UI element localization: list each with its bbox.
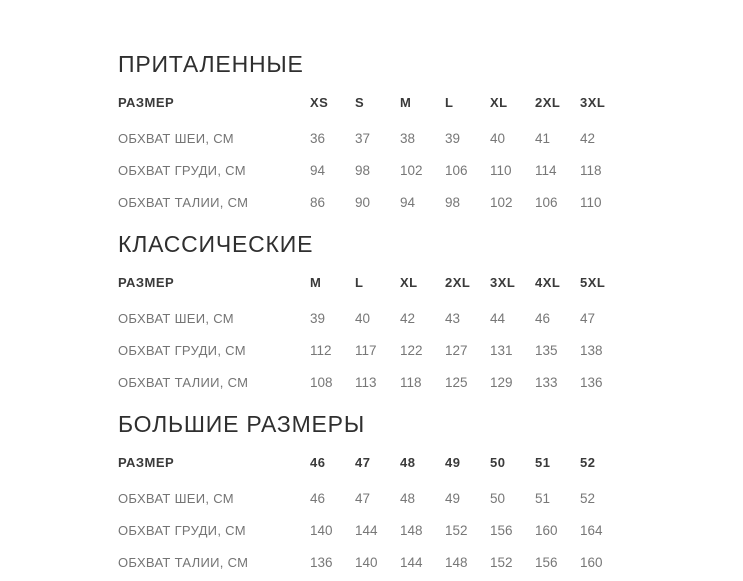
size-column-header: 49 <box>445 454 461 470</box>
measurement-row <box>118 366 625 398</box>
measurement-value: 110 <box>490 162 512 178</box>
size-table <box>118 442 625 578</box>
size-column-header: M <box>400 94 412 110</box>
measurement-value: 94 <box>310 162 326 178</box>
size-header-label: РАЗМЕР <box>118 274 175 290</box>
size-column-header: 46 <box>310 454 326 470</box>
measurement-value: 106 <box>535 194 558 210</box>
measurement-row <box>118 302 625 334</box>
measurement-value: 144 <box>400 554 423 570</box>
size-column-header: 48 <box>400 454 416 470</box>
measurement-value: 140 <box>355 554 378 570</box>
measurement-value: 37 <box>355 130 371 146</box>
measurement-value: 46 <box>310 490 326 506</box>
measurement-value: 94 <box>400 194 416 210</box>
size-column-header: L <box>355 274 364 290</box>
measurement-value: 140 <box>310 522 333 538</box>
size-column-header: 3XL <box>490 274 516 290</box>
measurement-value: 86 <box>310 194 326 210</box>
measurement-value: 127 <box>445 342 468 358</box>
measurement-value: 108 <box>310 374 333 390</box>
measurement-value: 156 <box>535 554 558 570</box>
size-table <box>118 82 625 218</box>
measurement-label: ОБХВАТ ШЕИ, СМ <box>118 490 234 506</box>
measurement-value: 42 <box>580 130 596 146</box>
measurement-value: 98 <box>445 194 461 210</box>
size-column-header: 5XL <box>580 274 606 290</box>
size-column-header: 50 <box>490 454 506 470</box>
measurement-value: 102 <box>400 162 423 178</box>
measurement-value: 90 <box>355 194 371 210</box>
size-column-header: 3XL <box>580 94 606 110</box>
measurement-label: ОБХВАТ ШЕИ, СМ <box>118 130 234 146</box>
measurement-value: 117 <box>355 342 377 358</box>
measurement-value: 129 <box>490 374 513 390</box>
measurement-value: 42 <box>400 310 416 326</box>
size-column-header: S <box>355 94 365 110</box>
size-column-header: XL <box>400 274 418 290</box>
measurement-value: 49 <box>445 490 461 506</box>
measurement-value: 114 <box>535 162 557 178</box>
measurement-value: 52 <box>580 490 596 506</box>
measurement-label: ОБХВАТ ШЕИ, СМ <box>118 310 234 326</box>
measurement-value: 40 <box>490 130 506 146</box>
measurement-value: 156 <box>490 522 513 538</box>
measurement-value: 39 <box>310 310 326 326</box>
section-title: БОЛЬШИЕ РАЗМЕРЫ <box>118 411 365 437</box>
size-column-header: 47 <box>355 454 371 470</box>
size-header-row <box>118 82 625 122</box>
measurement-value: 36 <box>310 130 326 146</box>
measurement-row <box>118 154 625 186</box>
size-column-header: 51 <box>535 454 551 470</box>
measurement-label: ОБХВАТ ТАЛИИ, СМ <box>118 554 249 570</box>
measurement-value: 160 <box>580 554 603 570</box>
measurement-value: 41 <box>535 130 551 146</box>
measurement-row <box>118 482 625 514</box>
measurement-value: 160 <box>535 522 558 538</box>
size-column-header: M <box>310 274 322 290</box>
measurement-value: 133 <box>535 374 558 390</box>
measurement-label: ОБХВАТ ТАЛИИ, СМ <box>118 194 249 210</box>
size-column-header: 52 <box>580 454 596 470</box>
size-header-label: РАЗМЕР <box>118 94 175 110</box>
measurement-value: 118 <box>580 162 602 178</box>
measurement-value: 47 <box>580 310 596 326</box>
measurement-value: 136 <box>310 554 333 570</box>
measurement-value: 135 <box>535 342 558 358</box>
section-title: КЛАССИЧЕСКИЕ <box>118 231 314 257</box>
size-table <box>118 262 625 398</box>
size-table-section <box>118 50 743 218</box>
measurement-value: 122 <box>400 342 423 358</box>
measurement-value: 113 <box>355 374 377 390</box>
size-column-header: 2XL <box>535 94 561 110</box>
measurement-value: 144 <box>355 522 378 538</box>
measurement-value: 152 <box>445 522 468 538</box>
measurement-value: 148 <box>400 522 423 538</box>
measurement-value: 110 <box>580 194 602 210</box>
size-column-header: 4XL <box>535 274 561 290</box>
measurement-value: 136 <box>580 374 603 390</box>
measurement-value: 164 <box>580 522 603 538</box>
measurement-value: 46 <box>535 310 551 326</box>
measurement-value: 125 <box>445 374 468 390</box>
measurement-value: 44 <box>490 310 506 326</box>
measurement-value: 47 <box>355 490 371 506</box>
section-title: ПРИТАЛЕННЫЕ <box>118 51 304 77</box>
measurement-row <box>118 546 625 578</box>
measurement-row <box>118 186 625 218</box>
measurement-value: 138 <box>580 342 603 358</box>
measurement-value: 39 <box>445 130 461 146</box>
size-column-header: L <box>445 94 454 110</box>
measurement-row <box>118 122 625 154</box>
measurement-label: ОБХВАТ ГРУДИ, СМ <box>118 522 246 538</box>
measurement-row <box>118 334 625 366</box>
measurement-label: ОБХВАТ ГРУДИ, СМ <box>118 162 246 178</box>
measurement-value: 98 <box>355 162 371 178</box>
measurement-value: 50 <box>490 490 506 506</box>
measurement-value: 112 <box>310 342 332 358</box>
measurement-row <box>118 514 625 546</box>
measurement-value: 48 <box>400 490 416 506</box>
measurement-value: 51 <box>535 490 551 506</box>
measurement-value: 118 <box>400 374 422 390</box>
size-header-row <box>118 442 625 482</box>
measurement-value: 102 <box>490 194 513 210</box>
measurement-label: ОБХВАТ ТАЛИИ, СМ <box>118 374 249 390</box>
size-tables <box>118 50 743 578</box>
measurement-value: 148 <box>445 554 468 570</box>
size-table-section <box>118 230 743 398</box>
size-column-header: XL <box>490 94 508 110</box>
measurement-value: 40 <box>355 310 371 326</box>
size-column-header: 2XL <box>445 274 471 290</box>
measurement-value: 131 <box>490 342 513 358</box>
size-header-row <box>118 262 625 302</box>
size-header-label: РАЗМЕР <box>118 454 175 470</box>
size-table-section <box>118 410 743 578</box>
measurement-value: 106 <box>445 162 468 178</box>
size-column-header: XS <box>310 94 329 110</box>
measurement-value: 152 <box>490 554 513 570</box>
measurement-value: 43 <box>445 310 461 326</box>
measurement-label: ОБХВАТ ГРУДИ, СМ <box>118 342 246 358</box>
measurement-value: 38 <box>400 130 416 146</box>
